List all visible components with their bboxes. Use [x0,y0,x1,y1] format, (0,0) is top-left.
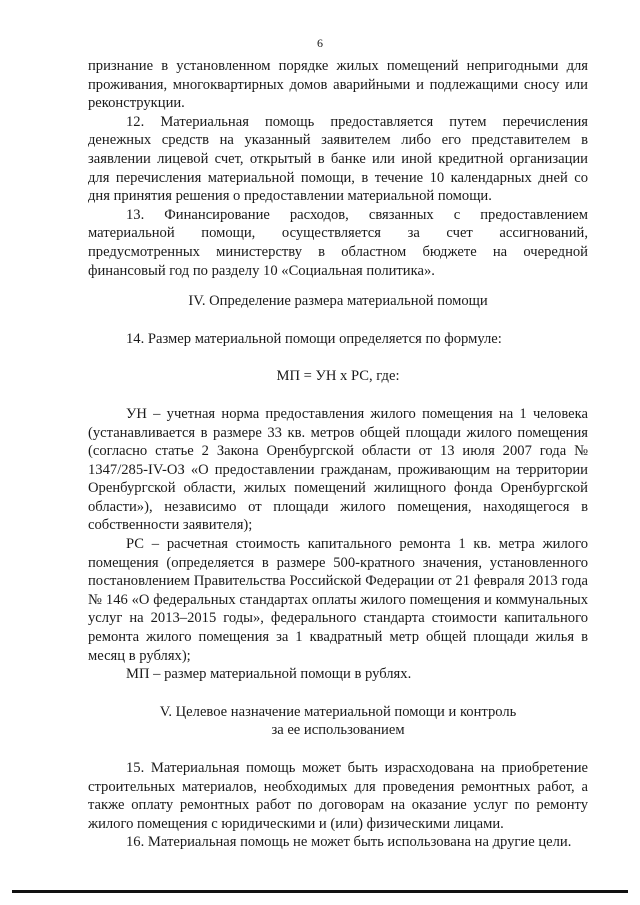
paragraph-13: 13. Финансирование расходов, связанных с предоставлением материальной помощи, осуществляется за счет ассигнований, предусмотренных министерству в областном бюджете на очередной финансовый год по разделу 10 «Социальная политика». [88,206,588,279]
paragraph-12: 12. Материальная помощь предоставляется путем перечисления денежных средств на указанный заявителем либо его представителем в заявлении лицевой счет, открытый в банке или иной кредитной организации для перечисления материальной помощи, в течение 10 календарных дней со дня принятия решения о предоставлении материальной помощи. [88,113,588,205]
document-body [88,57,588,852]
bottom-rule [12,890,628,893]
paragraph-14: 14. Размер материальной помощи определяется по формуле: [126,330,502,347]
definition-un: УН – учетная норма предоставления жилого помещения на 1 человека (устанавливается в размере 33 кв. метров общей площади жилого помещения (согласно статье 2 Закона Оренбургской области от 13 июля 2007 года № 1347/285-IV-ОЗ «О предоставлении гражданам, проживающим на территории Оренбургской области, жилых помещений жилищного фонда Оренбургской области»), независимо от площади жилого помещения, находящегося в собственности заявителя); [88,405,588,534]
definition-rs: РС – расчетная стоимость капитального ремонта 1 кв. метра жилого помещения (определяется в размере 500-кратного значения, установленного постановлением Правительства Российской Федерации от 21 февраля 2013 года № 146 «О федеральных стандартах оплаты жилого помещения и коммунальных услуг на 2013–2015 годы», федерального стандарта стоимости капитального ремонта жилого помещения за 1 квадратный метр общей площади жилья в месяц в рублях); [88,536,588,664]
paragraph-15: 15. Материальная помощь может быть израсходована на приобретение строительных материалов, необходимых для проведения ремонтных работ, а также оплату ремонтных работ по договорам на оказание услуг по ремонту жилого помещения с юридическими и (или) физическими лицами. [88,760,588,832]
paragraph-16: 16. Материальная помощь не может быть использована на другие цели. [126,834,572,851]
page-number: 6 [317,36,323,50]
definition-mp: МП – размер материальной помощи в рублях. [126,666,412,683]
section-4-heading: IV. Определение размера материальной помощи [188,293,488,310]
paragraph-11-continuation: признание в установленном порядке жилых помещений непригодными для проживания, многоквартирных домов аварийными и подлежащими сносу или реконструкции. [88,58,588,112]
section-5-heading-line-1: V. Целевое назначение материальной помощи и контроль [159,703,517,720]
section-5-heading-line-2: за ее использованием [271,722,405,739]
formula: МП = УН х РС, где: [276,368,400,385]
